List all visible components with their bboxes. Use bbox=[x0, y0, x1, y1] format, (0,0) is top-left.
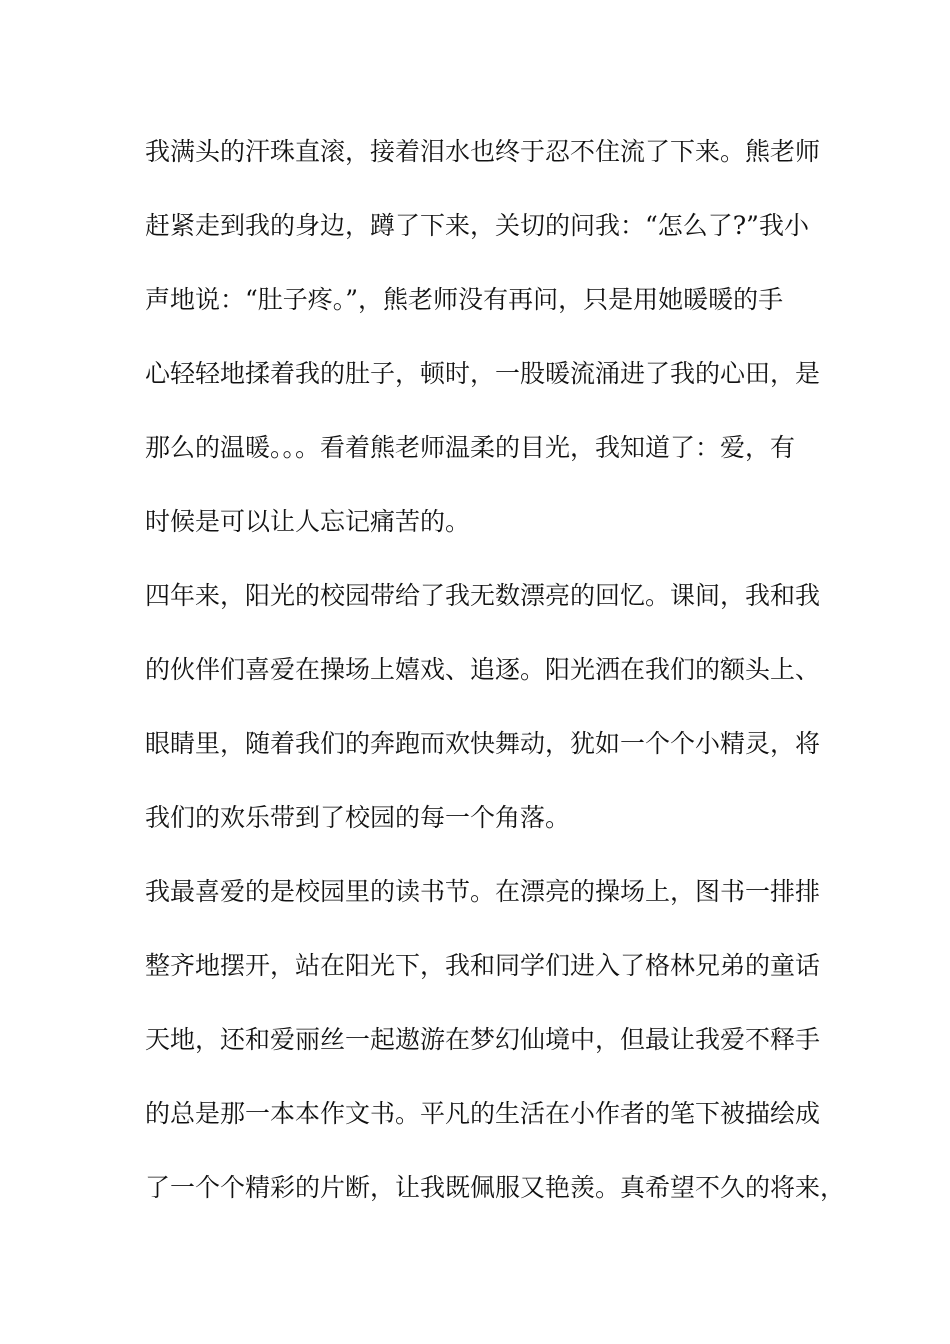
text-line: 我们的欢乐带到了校园的每一个角落。 bbox=[145, 803, 571, 832]
text-line: 的伙伴们喜爱在操场上嬉戏、追逐。阳光洒在我们的额头上、 bbox=[145, 655, 821, 684]
body-text bbox=[145, 130, 846, 1240]
text-line: 赶紧走到我的身边，蹲了下来，关切的问我：“怎么了?”我小 bbox=[145, 211, 809, 240]
text-line: 那么的温暖。。。看着熊老师温柔的目光，我知道了：爱，有 bbox=[145, 433, 796, 462]
text-line: 整齐地摆开，站在阳光下，我和同学们进入了格林兄弟的童话 bbox=[145, 951, 821, 980]
text-line: 声地说：“肚子疼。”，熊老师没有再问，只是用她暖暖的手 bbox=[145, 285, 784, 314]
text-line: 了一个个精彩的片断，让我既佩服又艳羡。真希望不久的将来， bbox=[145, 1173, 846, 1202]
text-line: 眼睛里，随着我们的奔跑而欢快舞动，犹如一个个小精灵，将 bbox=[145, 729, 821, 758]
text-line: 时候是可以让人忘记痛苦的。 bbox=[145, 507, 471, 536]
text-line: 的总是那一本本作文书。平凡的生活在小作者的笔下被描绘成 bbox=[145, 1099, 821, 1128]
text-line: 我最喜爱的是校园里的读书节。在漂亮的操场上，图书一排排 bbox=[145, 877, 821, 906]
text-line: 心轻轻地揉着我的肚子，顿时，一股暖流涌进了我的心田，是 bbox=[145, 359, 821, 388]
text-line: 四年来，阳光的校园带给了我无数漂亮的回忆。课间，我和我 bbox=[145, 581, 821, 610]
text-line: 天地，还和爱丽丝一起遨游在梦幻仙境中，但最让我爱不释手 bbox=[145, 1025, 821, 1054]
text-line: 我满头的汗珠直滚，接着泪水也终于忍不住流了下来。熊老师 bbox=[145, 137, 821, 166]
